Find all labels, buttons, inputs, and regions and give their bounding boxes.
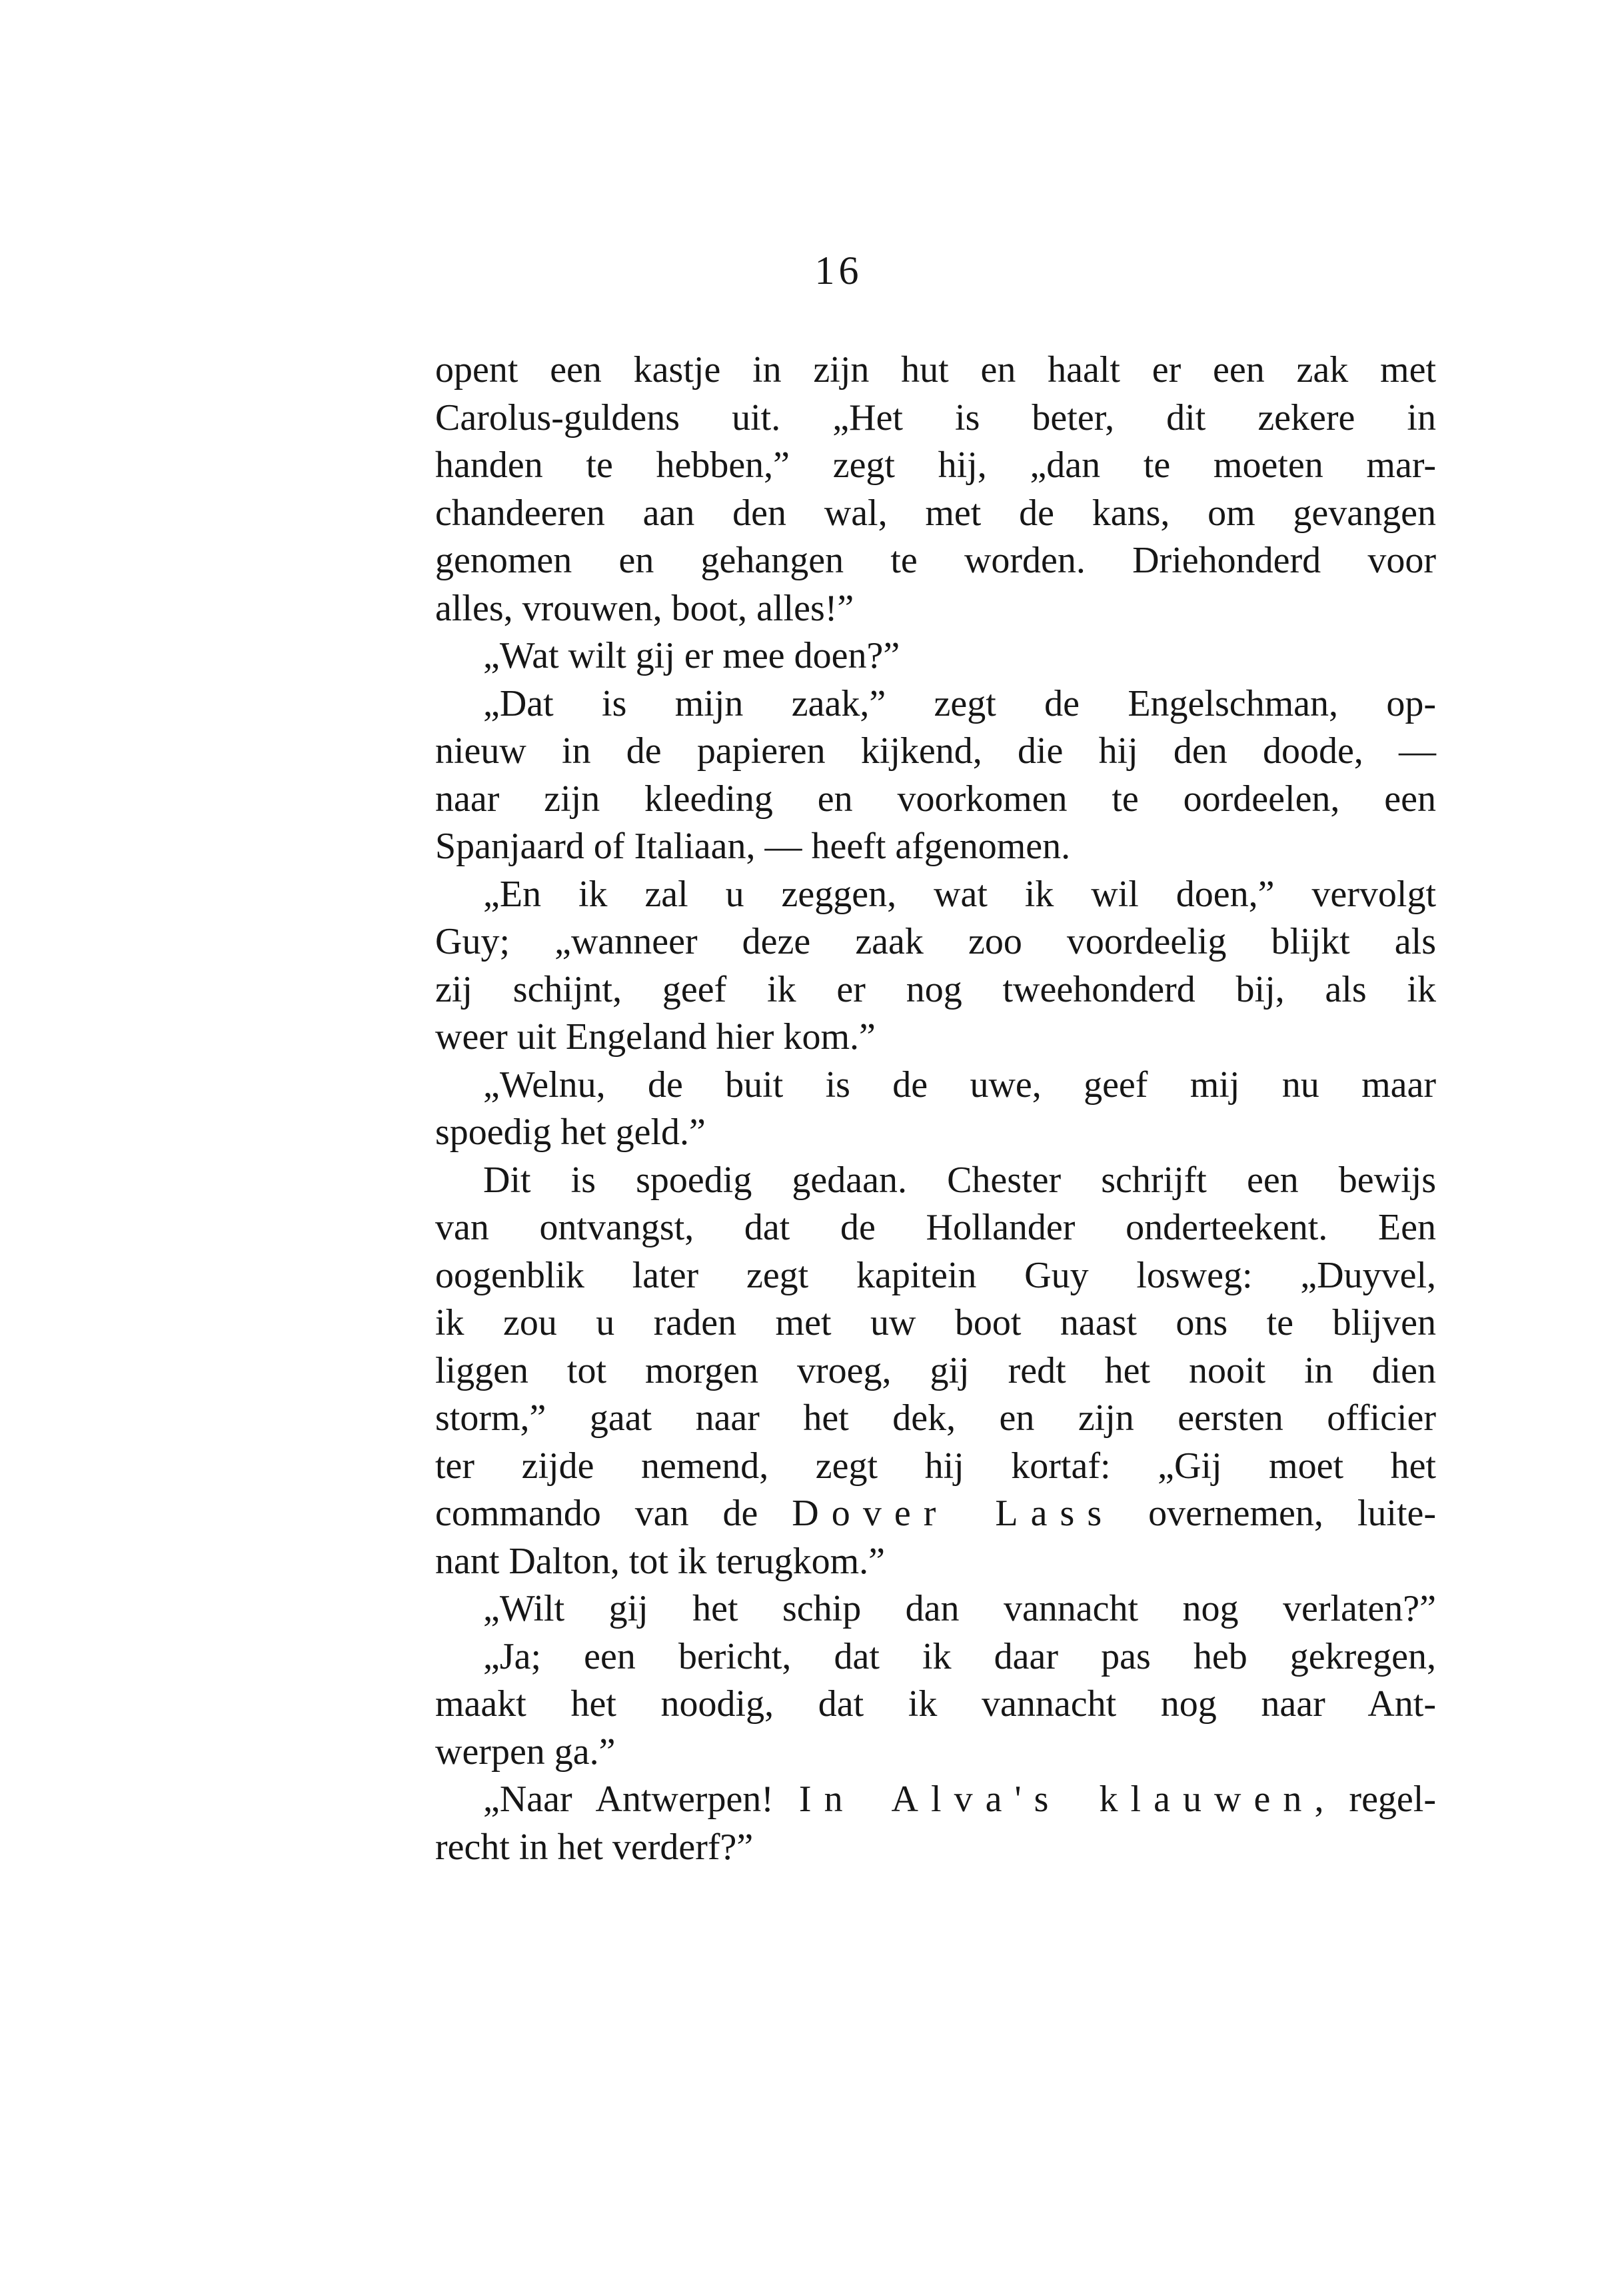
- text-line: recht in het verderf?”: [435, 1826, 754, 1868]
- line-text: „Naar Antwerpen!: [483, 1779, 799, 1820]
- text-line: nieuw in de papieren kijkend, die hij den doode, —: [435, 730, 1436, 772]
- text-line: liggen tot morgen vroeg, gij redt het nooit in dien: [435, 1349, 1436, 1391]
- text-line: weer uit Engeland hier kom.”: [435, 1016, 876, 1058]
- text-line: van ontvangst, dat de Hollander onderteekent. Een: [435, 1207, 1436, 1248]
- text-line: „Ja; een bericht, dat ik daar pas heb gekregen,: [483, 1635, 1436, 1677]
- text-line: opent een kastje in zijn hut en haalt er een zak met: [435, 349, 1436, 390]
- text-line: Spanjaard of Italiaan, — heeft afgenomen.: [435, 826, 1071, 867]
- text-line: werpen ga.”: [435, 1731, 616, 1773]
- text-line: „Wilt gij het schip dan vannacht nog verlaten?”: [483, 1588, 1436, 1629]
- text-line: naar zijn kleeding en voorkomen te oordeelen, een: [435, 778, 1436, 820]
- text-line: Dit is spoedig gedaan. Chester schrijft een bewijs: [483, 1159, 1436, 1201]
- text-line: ter zijde nemend, zegt hij kortaf: „Gij moet het: [435, 1445, 1436, 1487]
- text-line: „Welnu, de buit is de uwe, geef mij nu maar: [483, 1064, 1436, 1106]
- text-line: Guy; „wanneer deze zaak zoo voordeelig blijkt als: [435, 921, 1436, 962]
- text-line: ik zou u raden met uw boot naast ons te blijven: [435, 1302, 1436, 1343]
- text-line: genomen en gehangen te worden. Driehonderd voor: [435, 540, 1436, 581]
- text-line: spoedig het geld.”: [435, 1112, 706, 1153]
- text-line: zij schijnt, geef ik er nog tweehonderd bij, als ik: [435, 968, 1436, 1010]
- text-line: nant Dalton, tot ik terugkom.”: [435, 1540, 885, 1582]
- text-line: maakt het noodig, dat ik vannacht nog naar Ant-: [435, 1683, 1436, 1725]
- line-text: commando van de: [435, 1493, 792, 1534]
- page-number: 16: [814, 249, 863, 293]
- ship-name-spaced: Dover Lass: [792, 1493, 1115, 1534]
- text-line: oogenblik later zegt kapitein Guy losweg: „Duyvel,: [435, 1254, 1436, 1296]
- text-line: handen te hebben,” zegt hij, „dan te moeten mar-: [435, 444, 1436, 486]
- text-line: storm,” gaat naar het dek, en zijn eersten officier: [435, 1397, 1436, 1439]
- line-text: , regel-: [1314, 1779, 1436, 1820]
- text-line: Carolus-guldens uit. „Het is beter, dit zekere in: [435, 396, 1436, 438]
- text-line: „Wat wilt gij er mee doen?”: [483, 635, 900, 676]
- text-line: chandeeren aan den wal, met de kans, om gevangen: [435, 492, 1436, 534]
- text-line: alles, vrouwen, boot, alles!”: [435, 587, 854, 629]
- alva-spaced: In Alva's klauwen: [798, 1779, 1315, 1820]
- line-text: overnemen, luite-: [1114, 1493, 1437, 1534]
- text-line: „En ik zal u zeggen, wat ik wil doen,” vervolgt: [483, 873, 1436, 915]
- text-line-alva: [435, 1776, 1436, 1824]
- body-text: [435, 347, 1436, 1871]
- text-line-ship-name: [435, 1490, 1436, 1538]
- text-line: „Dat is mijn zaak,” zegt de Engelschman, op-: [483, 682, 1436, 724]
